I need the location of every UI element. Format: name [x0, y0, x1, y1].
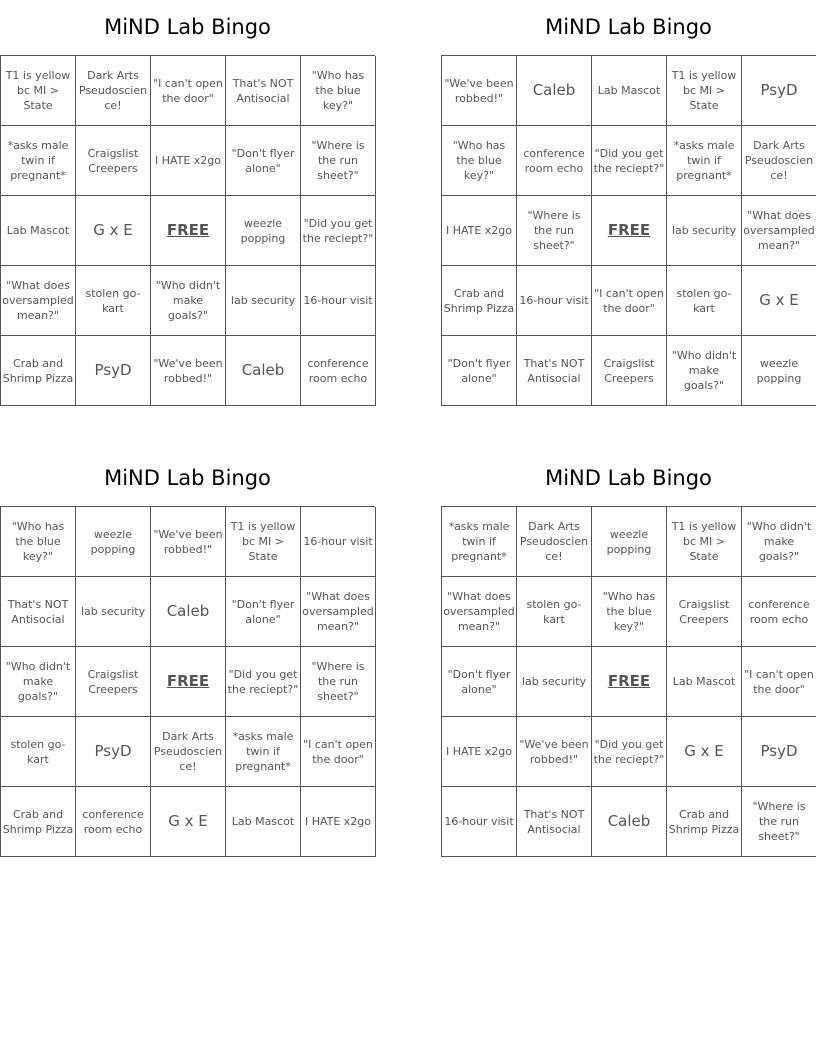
bingo-cell: Craigslist Creepers: [592, 336, 667, 406]
bingo-cell: PsyD: [76, 717, 151, 787]
bingo-cell: That's NOT Antisocial: [517, 787, 592, 857]
card-title: MiND Lab Bingo: [545, 466, 712, 490]
bingo-cell: Craigslist Creepers: [76, 647, 151, 717]
bingo-cell: weezle popping: [76, 507, 151, 577]
bingo-cell: "Don't flyer alone": [442, 336, 517, 406]
bingo-cell: Craigslist Creepers: [667, 577, 742, 647]
bingo-free-cell: FREE: [151, 196, 226, 266]
bingo-cell: Caleb: [151, 577, 226, 647]
bingo-cell: Crab and Shrimp Pizza: [442, 266, 517, 336]
bingo-cell: "What does oversampled mean?": [442, 577, 517, 647]
bingo-cell: stolen go-kart: [517, 577, 592, 647]
bingo-grid: [0, 506, 375, 857]
bingo-cell: "Did you get the reciept?": [592, 717, 667, 787]
bingo-cell: "I can't open the door": [742, 647, 816, 717]
bingo-cell: weezle popping: [226, 196, 301, 266]
bingo-cell: "We've been robbed!": [442, 56, 517, 126]
bingo-cell: That's NOT Antisocial: [1, 577, 76, 647]
bingo-cell: "I can't open the door": [301, 717, 376, 787]
bingo-cell: Caleb: [592, 787, 667, 857]
bingo-cell: Lab Mascot: [667, 647, 742, 717]
bingo-cell: That's NOT Antisocial: [517, 336, 592, 406]
bingo-cell: Caleb: [517, 56, 592, 126]
bingo-cell: "Where is the run sheet?": [517, 196, 592, 266]
bingo-cell: Caleb: [226, 336, 301, 406]
bingo-cell: G x E: [151, 787, 226, 857]
card-title: MiND Lab Bingo: [104, 15, 271, 39]
bingo-cell: "Who has the blue key?": [1, 507, 76, 577]
card-title: MiND Lab Bingo: [545, 15, 712, 39]
bingo-cell: *asks male twin if pregnant*: [442, 507, 517, 577]
bingo-cell: PsyD: [742, 56, 816, 126]
bingo-cell: T1 is yellow bc MI > State: [1, 56, 76, 126]
bingo-cell: *asks male twin if pregnant*: [1, 126, 76, 196]
card-title: MiND Lab Bingo: [104, 466, 271, 490]
bingo-cell: conference room echo: [517, 126, 592, 196]
bingo-cell: Lab Mascot: [226, 787, 301, 857]
bingo-free-cell: FREE: [151, 647, 226, 717]
bingo-grid: [441, 55, 816, 406]
bingo-cell: conference room echo: [301, 336, 376, 406]
bingo-cell: Lab Mascot: [592, 56, 667, 126]
bingo-cell: weezle popping: [592, 507, 667, 577]
bingo-grid: [0, 55, 375, 406]
bingo-cell: *asks male twin if pregnant*: [226, 717, 301, 787]
bingo-cell: That's NOT Antisocial: [226, 56, 301, 126]
bingo-cell: "Who didn't make goals?": [1, 647, 76, 717]
bingo-cell: PsyD: [742, 717, 816, 787]
bingo-cell: Dark Arts Pseudoscience!: [742, 126, 816, 196]
bingo-cell: Lab Mascot: [1, 196, 76, 266]
bingo-cell: T1 is yellow bc MI > State: [667, 56, 742, 126]
bingo-cell: "Where is the run sheet?": [301, 126, 376, 196]
bingo-cell: "Who didn't make goals?": [742, 507, 816, 577]
bingo-cell: 16-hour visit: [301, 266, 376, 336]
bingo-cell: 16-hour visit: [301, 507, 376, 577]
bingo-cell: lab security: [76, 577, 151, 647]
bingo-cell: I HATE x2go: [151, 126, 226, 196]
bingo-cell: "We've been robbed!": [151, 336, 226, 406]
bingo-cell: *asks male twin if pregnant*: [667, 126, 742, 196]
bingo-cell: "Who has the blue key?": [442, 126, 517, 196]
bingo-free-cell: FREE: [592, 647, 667, 717]
bingo-cell: 16-hour visit: [517, 266, 592, 336]
bingo-cell: lab security: [667, 196, 742, 266]
bingo-cell: "Who didn't make goals?": [151, 266, 226, 336]
bingo-cell: lab security: [226, 266, 301, 336]
bingo-cell: T1 is yellow bc MI > State: [667, 507, 742, 577]
bingo-cell: PsyD: [76, 336, 151, 406]
bingo-cell: "We've been robbed!": [151, 507, 226, 577]
bingo-cell: conference room echo: [76, 787, 151, 857]
bingo-cell: G x E: [742, 266, 816, 336]
bingo-cell: stolen go-kart: [76, 266, 151, 336]
bingo-cell: "Where is the run sheet?": [301, 647, 376, 717]
bingo-cell: Dark Arts Pseudoscience!: [76, 56, 151, 126]
bingo-cell: "Did you get the reciept?": [592, 126, 667, 196]
bingo-cell: lab security: [517, 647, 592, 717]
bingo-cell: T1 is yellow bc MI > State: [226, 507, 301, 577]
bingo-cell: stolen go-kart: [1, 717, 76, 787]
bingo-cell: conference room echo: [742, 577, 816, 647]
bingo-cell: stolen go-kart: [667, 266, 742, 336]
bingo-cell: weezle popping: [742, 336, 816, 406]
bingo-cell: Dark Arts Pseudoscience!: [151, 717, 226, 787]
bingo-cell: Crab and Shrimp Pizza: [1, 336, 76, 406]
bingo-cell: "I can't open the door": [151, 56, 226, 126]
bingo-cell: "Who has the blue key?": [592, 577, 667, 647]
bingo-cell: Craigslist Creepers: [76, 126, 151, 196]
bingo-free-cell: FREE: [592, 196, 667, 266]
bingo-cell: Dark Arts Pseudoscience!: [517, 507, 592, 577]
bingo-cell: I HATE x2go: [442, 717, 517, 787]
bingo-cell: "I can't open the door": [592, 266, 667, 336]
bingo-cell: I HATE x2go: [442, 196, 517, 266]
bingo-cell: "Don't flyer alone": [226, 126, 301, 196]
bingo-cell: "Who didn't make goals?": [667, 336, 742, 406]
bingo-cell: Crab and Shrimp Pizza: [1, 787, 76, 857]
bingo-cell: "Did you get the reciept?": [226, 647, 301, 717]
bingo-cell: "Don't flyer alone": [442, 647, 517, 717]
bingo-cell: "Did you get the reciept?": [301, 196, 376, 266]
bingo-cell: "What does oversampled mean?": [1, 266, 76, 336]
bingo-cell: "Where is the run sheet?": [742, 787, 816, 857]
bingo-cell: "What does oversampled mean?": [301, 577, 376, 647]
bingo-cell: "We've been robbed!": [517, 717, 592, 787]
bingo-grid: [441, 506, 816, 857]
bingo-cell: "What does oversampled mean?": [742, 196, 816, 266]
bingo-cell: G x E: [76, 196, 151, 266]
bingo-cell: G x E: [667, 717, 742, 787]
bingo-cell: "Don't flyer alone": [226, 577, 301, 647]
bingo-cell: I HATE x2go: [301, 787, 376, 857]
bingo-cell: 16-hour visit: [442, 787, 517, 857]
bingo-cell: "Who has the blue key?": [301, 56, 376, 126]
bingo-cell: Crab and Shrimp Pizza: [667, 787, 742, 857]
